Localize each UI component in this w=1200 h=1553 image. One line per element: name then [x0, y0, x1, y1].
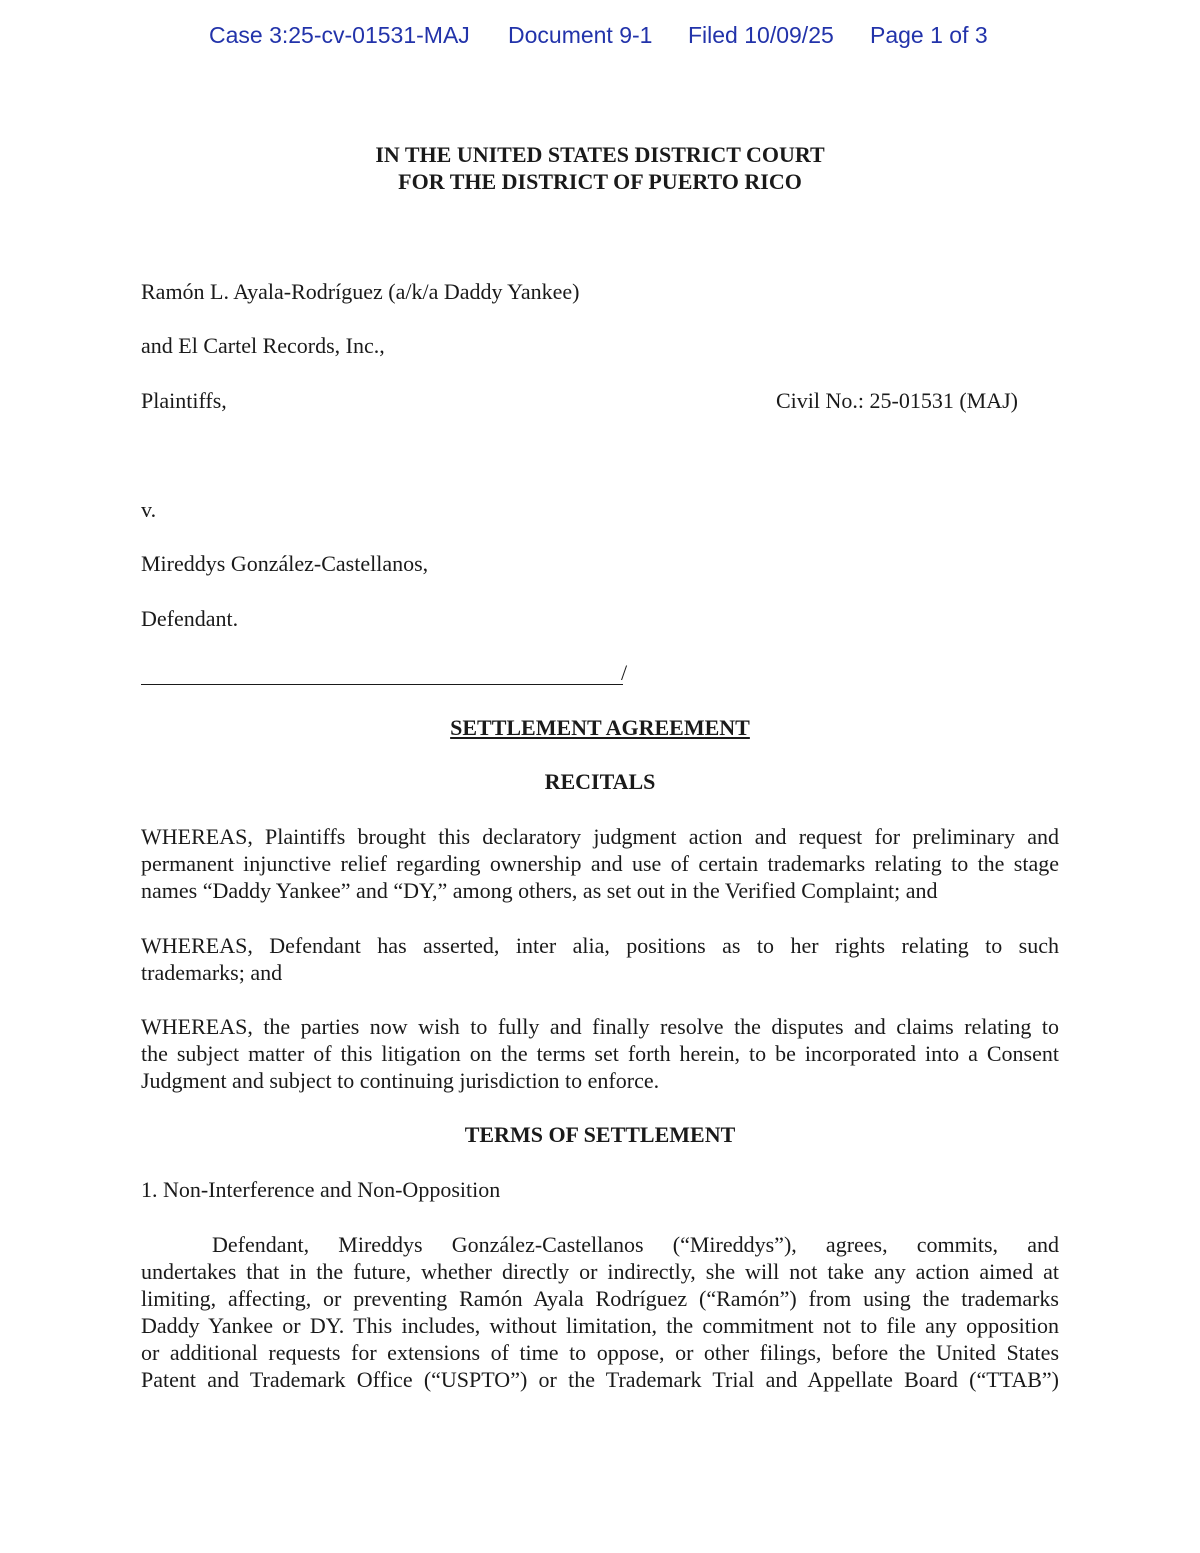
ecf-document-number: Document 9-1	[508, 22, 653, 48]
ecf-page-number: Page 1 of 3	[870, 22, 988, 48]
court-name-line1: IN THE UNITED STATES DISTRICT COURT	[375, 142, 825, 167]
section-1-line: Defendant, Mireddys González-Castellanos (“Mireddys”), agrees, commits, and	[212, 1232, 1059, 1257]
terms-heading: TERMS OF SETTLEMENT	[464, 1122, 736, 1147]
section-1-line: Patent and Trademark Office (“USPTO”) or the Trademark Trial and Appellate Board (“TTAB”)	[141, 1367, 1059, 1392]
caption-signature-line	[141, 684, 623, 685]
section-1-body	[141, 1231, 1059, 1393]
civil-number: Civil No.: 25-01531 (MAJ)	[776, 388, 1018, 413]
caption-slash: /	[621, 660, 628, 685]
recital-3-line: the subject matter of this litigation on the terms set forth herein, to be incorporated into a Consent	[141, 1041, 1059, 1066]
ecf-case-number: Case 3:25-cv-01531-MAJ	[209, 22, 470, 48]
versus: v.	[141, 497, 157, 522]
plaintiff-name: Ramón L. Ayala-Rodríguez (a/k/a Daddy Yankee)	[141, 279, 580, 304]
recital-3	[141, 1013, 1059, 1094]
ecf-filed-date: Filed 10/09/25	[688, 22, 834, 48]
recital-2-line: trademarks; and	[141, 960, 283, 985]
recital-1-line: names “Daddy Yankee” and “DY,” among others, as set out in the Verified Complaint; and	[141, 878, 938, 903]
recital-2	[141, 932, 1059, 986]
recital-1	[141, 823, 1059, 904]
recital-3-line: Judgment and subject to continuing jurisdiction to enforce.	[141, 1068, 660, 1093]
recital-1-line: permanent injunctive relief regarding ownership and use of certain trademarks relating to the stage	[141, 851, 1059, 876]
section-1-line: or additional requests for extensions of time to oppose, or other filings, before the United States	[141, 1340, 1059, 1365]
defendant-label: Defendant.	[141, 606, 239, 631]
document-title: SETTLEMENT AGREEMENT	[450, 715, 750, 740]
section-1-title: 1. Non-Interference and Non-Opposition	[141, 1177, 501, 1202]
section-1-line: limiting, affecting, or preventing Ramón Ayala Rodríguez (“Ramón”) from using the trademarks	[141, 1286, 1059, 1311]
section-1-line: undertakes that in the future, whether directly or indirectly, she will not take any action aimed at	[141, 1259, 1059, 1284]
recital-2-line: WHEREAS, Defendant has asserted, inter alia, positions as to her rights relating to such	[141, 933, 1059, 958]
plaintiffs-label: Plaintiffs,	[141, 388, 227, 413]
defendant-name: Mireddys González-Castellanos,	[141, 551, 429, 576]
recitals-heading: RECITALS	[544, 769, 656, 794]
section-1-line: Daddy Yankee or DY. This includes, without limitation, the commitment not to file any opposition	[141, 1313, 1059, 1338]
recital-1-line: WHEREAS, Plaintiffs brought this declaratory judgment action and request for preliminary and	[141, 824, 1059, 849]
court-name-line2: FOR THE DISTRICT OF PUERTO RICO	[398, 169, 802, 194]
plaintiff-company: and El Cartel Records, Inc.,	[141, 333, 385, 358]
recital-3-line: WHEREAS, the parties now wish to fully and finally resolve the disputes and claims relating to	[141, 1014, 1059, 1039]
